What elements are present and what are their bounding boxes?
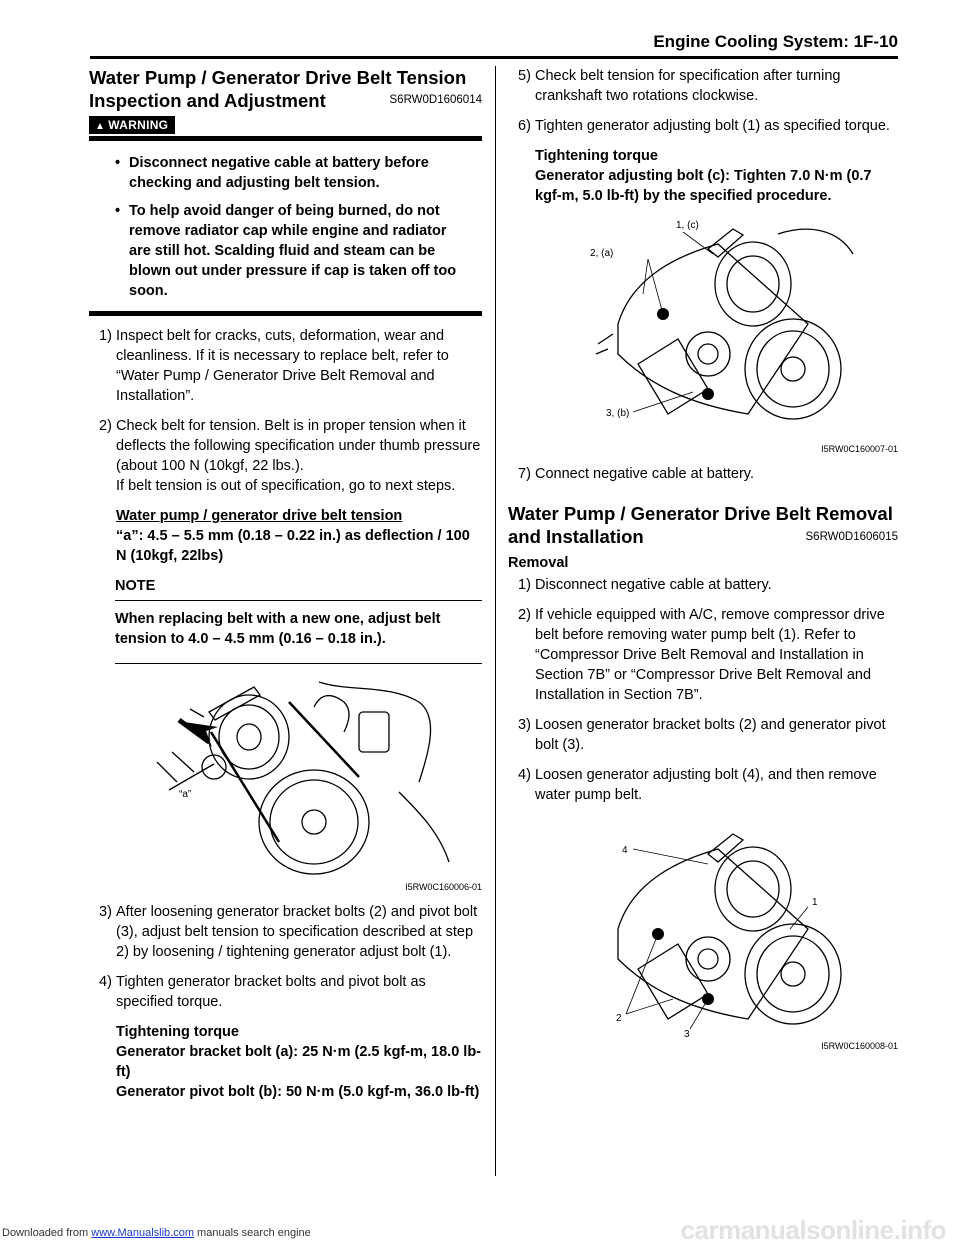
label-a: “a” bbox=[179, 789, 192, 800]
label-1c: 1, (c) bbox=[676, 220, 699, 231]
section-code: S6RW0D1606014 bbox=[389, 94, 482, 106]
left-column bbox=[89, 66, 482, 1102]
label-3: 3 bbox=[684, 1029, 690, 1039]
step-1: 1) Inspect belt for cracks, cuts, deformation, wear and cleanliness. If it is necessary to replace belt, refer to “Water Pump / Generator Drive Belt Removal and Installation”. bbox=[99, 328, 449, 404]
figure-belt-removal bbox=[508, 819, 898, 1051]
note-text: When replacing belt with a new one, adjust belt tension to 4.0 – 4.5 mm (0.16 – 0.18 in.). bbox=[115, 611, 441, 647]
figure-caption: I5RW0C160008-01 bbox=[821, 1041, 898, 1051]
bullet: • bbox=[115, 155, 121, 171]
belt-deflection-illustration bbox=[89, 672, 482, 882]
manualslib-link[interactable]: www.Manualslib.com bbox=[91, 1227, 194, 1239]
step-4: 4) Tighten generator bracket bolts and pivot bolt as specified torque. bbox=[99, 974, 426, 1010]
torque-title: Tightening torque bbox=[535, 148, 658, 164]
step-5: 5) Check belt tension for specification after turning crankshaft two rotations clockwise. bbox=[518, 68, 841, 104]
warning-top-rule bbox=[89, 136, 482, 141]
column-divider bbox=[495, 66, 496, 1176]
figure-belt-deflection bbox=[89, 672, 482, 892]
warning-triangle-icon: ▲ bbox=[95, 121, 106, 132]
note-top-rule bbox=[115, 600, 482, 601]
step-6: 6) Tighten generator adjusting bolt (1) as specified torque. bbox=[518, 118, 890, 134]
label-2: 2 bbox=[616, 1013, 622, 1024]
section-heading bbox=[508, 502, 898, 548]
note-bottom-rule bbox=[115, 663, 482, 664]
right-column bbox=[508, 66, 898, 1051]
warning-box bbox=[89, 108, 482, 316]
figure-caption: I5RW0C160007-01 bbox=[821, 444, 898, 454]
removal-heading: Removal bbox=[508, 555, 569, 571]
torque-spec-adjusting bbox=[508, 146, 898, 206]
torque-line: Generator pivot bolt (b): 50 N·m (5.0 kgf-m, 36.0 lb-ft) bbox=[116, 1084, 480, 1100]
warning-badge bbox=[89, 116, 175, 134]
section-heading bbox=[89, 66, 482, 112]
label-2a: 2, (a) bbox=[590, 248, 614, 259]
removal-step-4: 4) Loosen generator adjusting bolt (4), and then remove water pump belt. bbox=[518, 767, 877, 803]
figure-bolt-locations bbox=[508, 214, 898, 454]
torque-line: Generator adjusting bolt (c): Tighten 7.0 N·m (0.7 kgf-m, 5.0 lb-ft) by the specified procedure. bbox=[535, 168, 872, 204]
removal-step-1: 1) Disconnect negative cable at battery. bbox=[518, 577, 772, 593]
page-header bbox=[90, 30, 898, 59]
step-2: 2) Check belt for tension. Belt is in proper tension when it deflects the following specification under thumb pressure (about 100 N (10kgf, 22 lbs.). If belt tension is out of specification, go to next steps. bbox=[99, 418, 481, 494]
removal-step-2: 2) If vehicle equipped with A/C, remove compressor drive belt before removing water pump belt (1). Refer to “Compressor Drive Belt Removal and Installation in Section 7B” or “Compressor Drive Belt Removal and Installation in Section 7B”. bbox=[518, 607, 885, 703]
step-7: 7) Connect negative cable at battery. bbox=[518, 466, 754, 482]
section-title: Water Pump / Generator Drive Belt Tension Inspection and Adjustment bbox=[89, 67, 467, 111]
warning-item: • To help avoid danger of being burned, do not remove radiator cap while engine and radiator are still hot. Scalding fluid and steam can be blown out under pressure if cap is taken off too soon. bbox=[115, 203, 457, 299]
bullet: • bbox=[115, 203, 121, 219]
torque-title: Tightening torque bbox=[116, 1024, 239, 1040]
label-4: 4 bbox=[622, 845, 628, 856]
warning-list bbox=[89, 153, 482, 301]
spec-value: “a”: 4.5 – 5.5 mm (0.18 – 0.22 in.) as deflection / 100 N (10kgf, 22lbs) bbox=[116, 528, 470, 564]
label-3b: 3, (b) bbox=[606, 408, 630, 419]
label-1: 1 bbox=[812, 897, 818, 908]
note-label: NOTE bbox=[115, 578, 156, 594]
torque-line: Generator bracket bolt (a): 25 N·m (2.5 kgf-m, 18.0 lb-ft) bbox=[116, 1044, 482, 1080]
warning-bottom-rule bbox=[89, 311, 482, 316]
watermark: carmanualsonline.info bbox=[680, 1215, 946, 1245]
section-title: Water Pump / Generator Drive Belt Removal and Installation bbox=[508, 503, 893, 547]
belt-removal-illustration bbox=[508, 819, 898, 1039]
warning-item: • Disconnect negative cable at battery before checking and adjusting belt tension. bbox=[115, 155, 429, 191]
figure-caption: I5RW0C160006-01 bbox=[405, 882, 482, 892]
removal-step-3: 3) Loosen generator bracket bolts (2) and generator pivot bolt (3). bbox=[518, 717, 886, 753]
spec-title: Water pump / generator drive belt tension bbox=[116, 508, 403, 524]
generator-bolts-illustration bbox=[508, 214, 898, 442]
download-footer: Downloaded from www.Manualslib.com manuals search engine bbox=[2, 1227, 311, 1239]
warning-label: WARNING bbox=[108, 118, 169, 132]
step-3: 3) After loosening generator bracket bolts (2) and pivot bolt (3), adjust belt tension to specification described at step 2) by loosening / tightening generator adjust bolt (1). bbox=[99, 904, 478, 960]
section-code: S6RW0D1606015 bbox=[805, 531, 898, 543]
page-title: Engine Cooling System: 1F-10 bbox=[653, 32, 898, 51]
belt-tension-spec bbox=[89, 506, 482, 566]
torque-spec bbox=[89, 1022, 482, 1102]
